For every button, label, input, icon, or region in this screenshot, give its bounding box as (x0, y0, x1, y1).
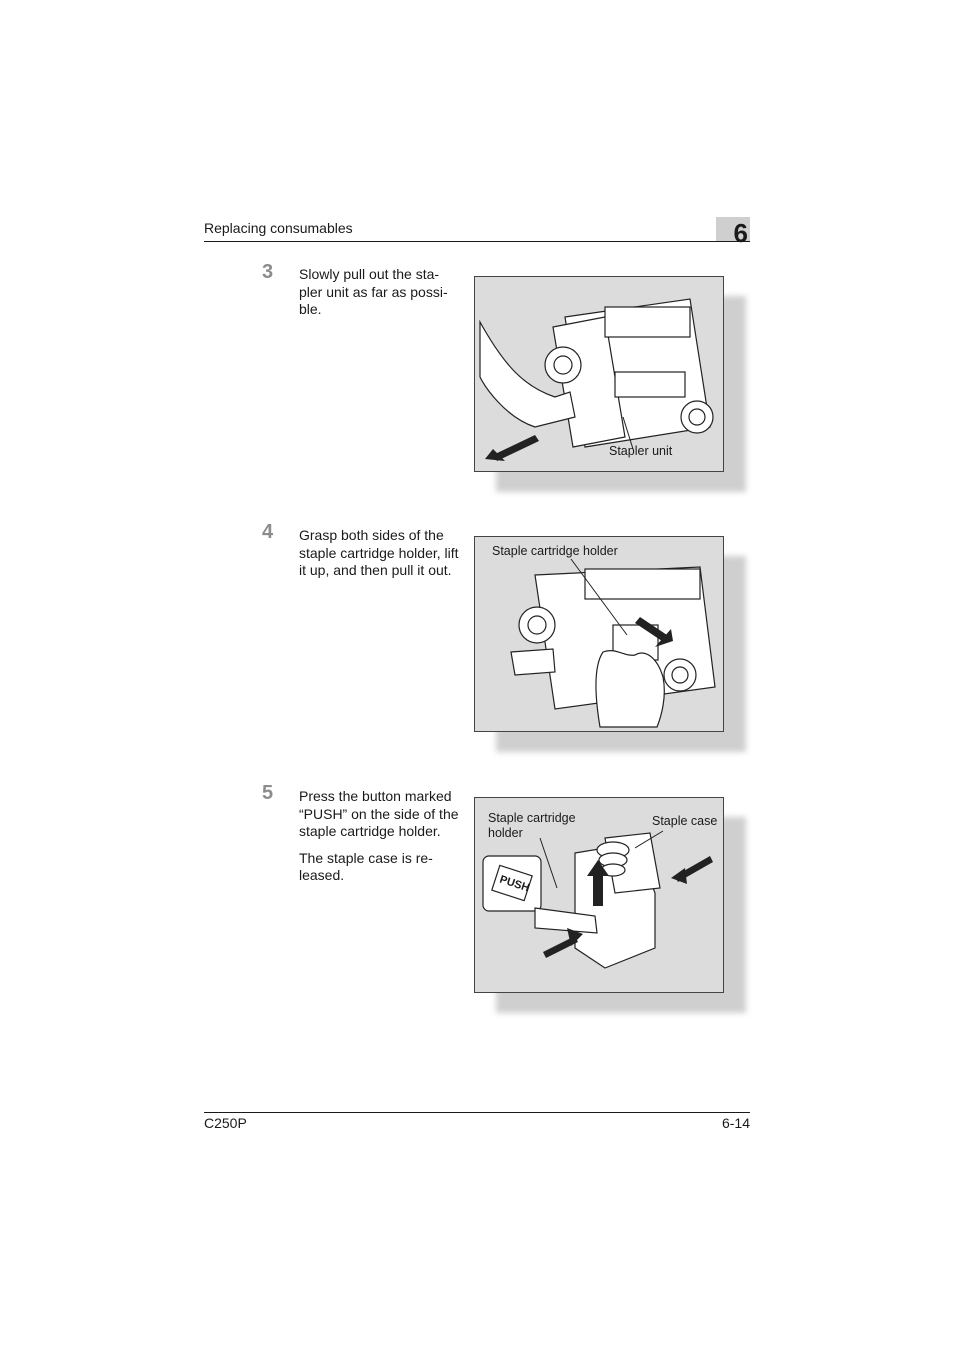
chapter-number-badge (716, 217, 750, 248)
step-3-paragraph: Slowly pull out the sta-pler unit as far as possi-ble. (299, 266, 448, 317)
chapter-number: 6 (733, 218, 748, 248)
step-number-4: 4 (262, 521, 274, 543)
footer-model-name: C250P (204, 1115, 247, 1131)
step-number-5: 5 (262, 782, 274, 804)
push-button-label: PUSH (498, 873, 531, 895)
header-rule (204, 241, 750, 242)
callout-staple-cartridge-holder: Staple cartridge holder (488, 811, 576, 840)
callout-stapler-unit: Stapler unit (609, 444, 673, 458)
step-5-paragraph-1: Press the button marked “PUSH” on the side of the staple cartridge holder. (299, 788, 459, 839)
step-5-text (299, 788, 459, 885)
step-number-3: 3 (262, 261, 274, 283)
step-3-text (299, 266, 457, 319)
section-title: Replacing consumables (204, 220, 353, 236)
footer-rule (204, 1112, 750, 1113)
footer-page-number: 6-14 (721, 1115, 750, 1131)
figure-staple-cartridge-holder (474, 536, 724, 732)
callout-staple-case: Staple case (652, 814, 718, 828)
figure-stapler-unit (474, 276, 724, 472)
step-4-paragraph: Grasp both sides of the staple cartridge holder, lift it up, and then pull it out. (299, 527, 459, 578)
step-5-paragraph-2: The staple case is re-leased. (299, 849, 433, 883)
step-4-text (299, 527, 459, 580)
figure-staple-case (474, 797, 724, 993)
callout-staple-cartridge-holder: Staple cartridge holder (492, 544, 618, 558)
stapler-unit-illustration (475, 277, 724, 472)
cartridge-holder-illustration (475, 537, 724, 732)
